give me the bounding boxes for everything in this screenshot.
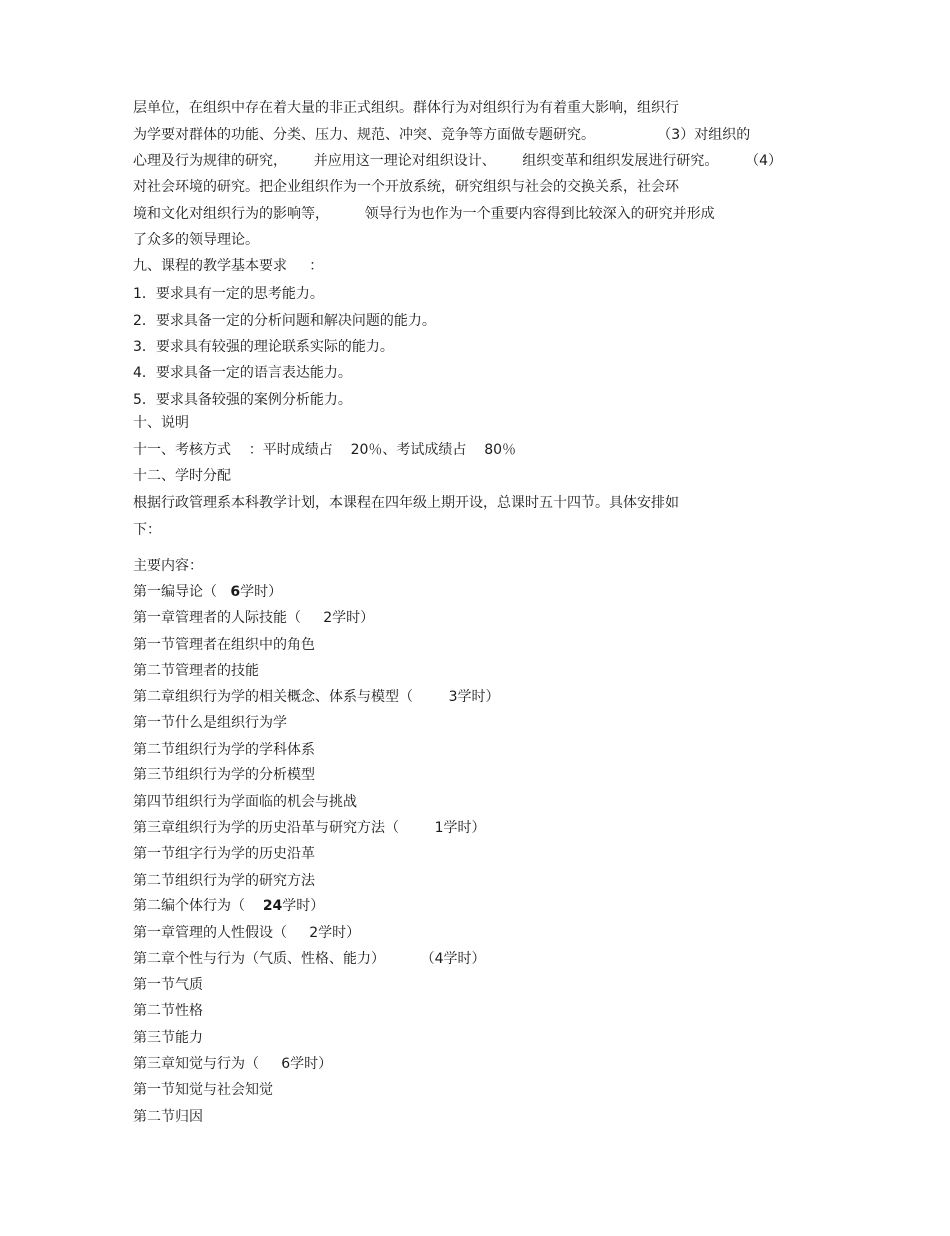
requirement-item: 5．要求具备较强的案例分析能力。 — [133, 392, 352, 408]
section12-desc-line-1: 根据行政管理系本科教学计划，本课程在四年级上期开设，总课时五十四节。具体安排如 — [133, 495, 679, 511]
requirement-item: 4．要求具备一定的语言表达能力。 — [133, 365, 352, 381]
content-line: 第二节管理者的技能 — [133, 663, 259, 679]
content-line: 第一节气质 — [133, 977, 203, 993]
content-line: 第一节组字行为学的历史沿革 — [133, 846, 315, 862]
requirement-item: 2．要求具备一定的分析问题和解决问题的能力。 — [133, 313, 436, 329]
content-line: 第四节组织行为学面临的机会与挑战 — [133, 794, 357, 810]
section11-heading: 十一、考核方式 ：平时成绩占 20％、考试成绩占 80％ — [133, 442, 517, 458]
requirement-item: 1．要求具有一定的思考能力。 — [133, 286, 324, 302]
intro-line-1: 层单位，在组织中存在着大量的非正式组织。群体行为对组织行为有着重大影响，组织行 — [133, 100, 679, 116]
content-line: 第三节组织行为学的分析模型 — [133, 767, 315, 783]
content-label: 主要内容： — [133, 558, 203, 574]
content-line: 第二章组织行为学的相关概念、体系与模型（ 3学时） — [133, 689, 500, 705]
content-line: 第二编个体行为（ 24学时） — [133, 898, 325, 914]
section9-heading: 九、课程的教学基本要求 ： — [133, 258, 324, 274]
requirement-item: 3．要求具有较强的理论联系实际的能力。 — [133, 339, 394, 355]
intro-line-4: 对社会环境的研究。把企业组织作为一个开放系统，研究组织与社会的交换关系，社会环 — [133, 179, 679, 195]
content-line: 第二章个性与行为（气质、性格、能力） （4学时） — [133, 951, 486, 967]
section12-heading: 十二、学时分配 — [133, 468, 231, 484]
intro-line-5: 境和文化对组织行为的影响等， 领导行为也作为一个重要内容得到比较深入的研究并形成 — [133, 206, 715, 222]
content-line: 第一节知觉与社会知觉 — [133, 1082, 273, 1098]
content-line: 第一节管理者在组织中的角色 — [133, 637, 315, 653]
content-line: 第三章知觉与行为（ 6学时） — [133, 1056, 333, 1072]
content-line: 第一章管理者的人际技能（ 2学时） — [133, 610, 375, 626]
section10-heading: 十、说明 — [133, 415, 189, 431]
intro-line-2: 为学要对群体的功能、分类、压力、规范、冲突、竞争等方面做专题研究。 （3）对组织的 — [133, 127, 751, 143]
content-line: 第二节归因 — [133, 1109, 203, 1125]
content-line: 第一节什么是组织行为学 — [133, 715, 287, 731]
section12-desc-line-2: 下： — [133, 522, 161, 538]
intro-line-6: 了众多的领导理论。 — [133, 232, 259, 248]
content-line: 第一编导论（ 6学时） — [133, 584, 283, 600]
content-line: 第一章管理的人性假设（ 2学时） — [133, 925, 361, 941]
content-line: 第二节组织行为学的研究方法 — [133, 873, 315, 889]
content-line: 第二节性格 — [133, 1003, 203, 1019]
content-line: 第三章组织行为学的历史沿革与研究方法（ 1学时） — [133, 820, 486, 836]
content-line: 第三节能力 — [133, 1030, 203, 1046]
content-line: 第二节组织行为学的学科体系 — [133, 742, 315, 758]
intro-line-3: 心理及行为规律的研究， 并应用这一理论对组织设计、 组织变革和组织发展进行研究。 （4） — [133, 153, 783, 169]
